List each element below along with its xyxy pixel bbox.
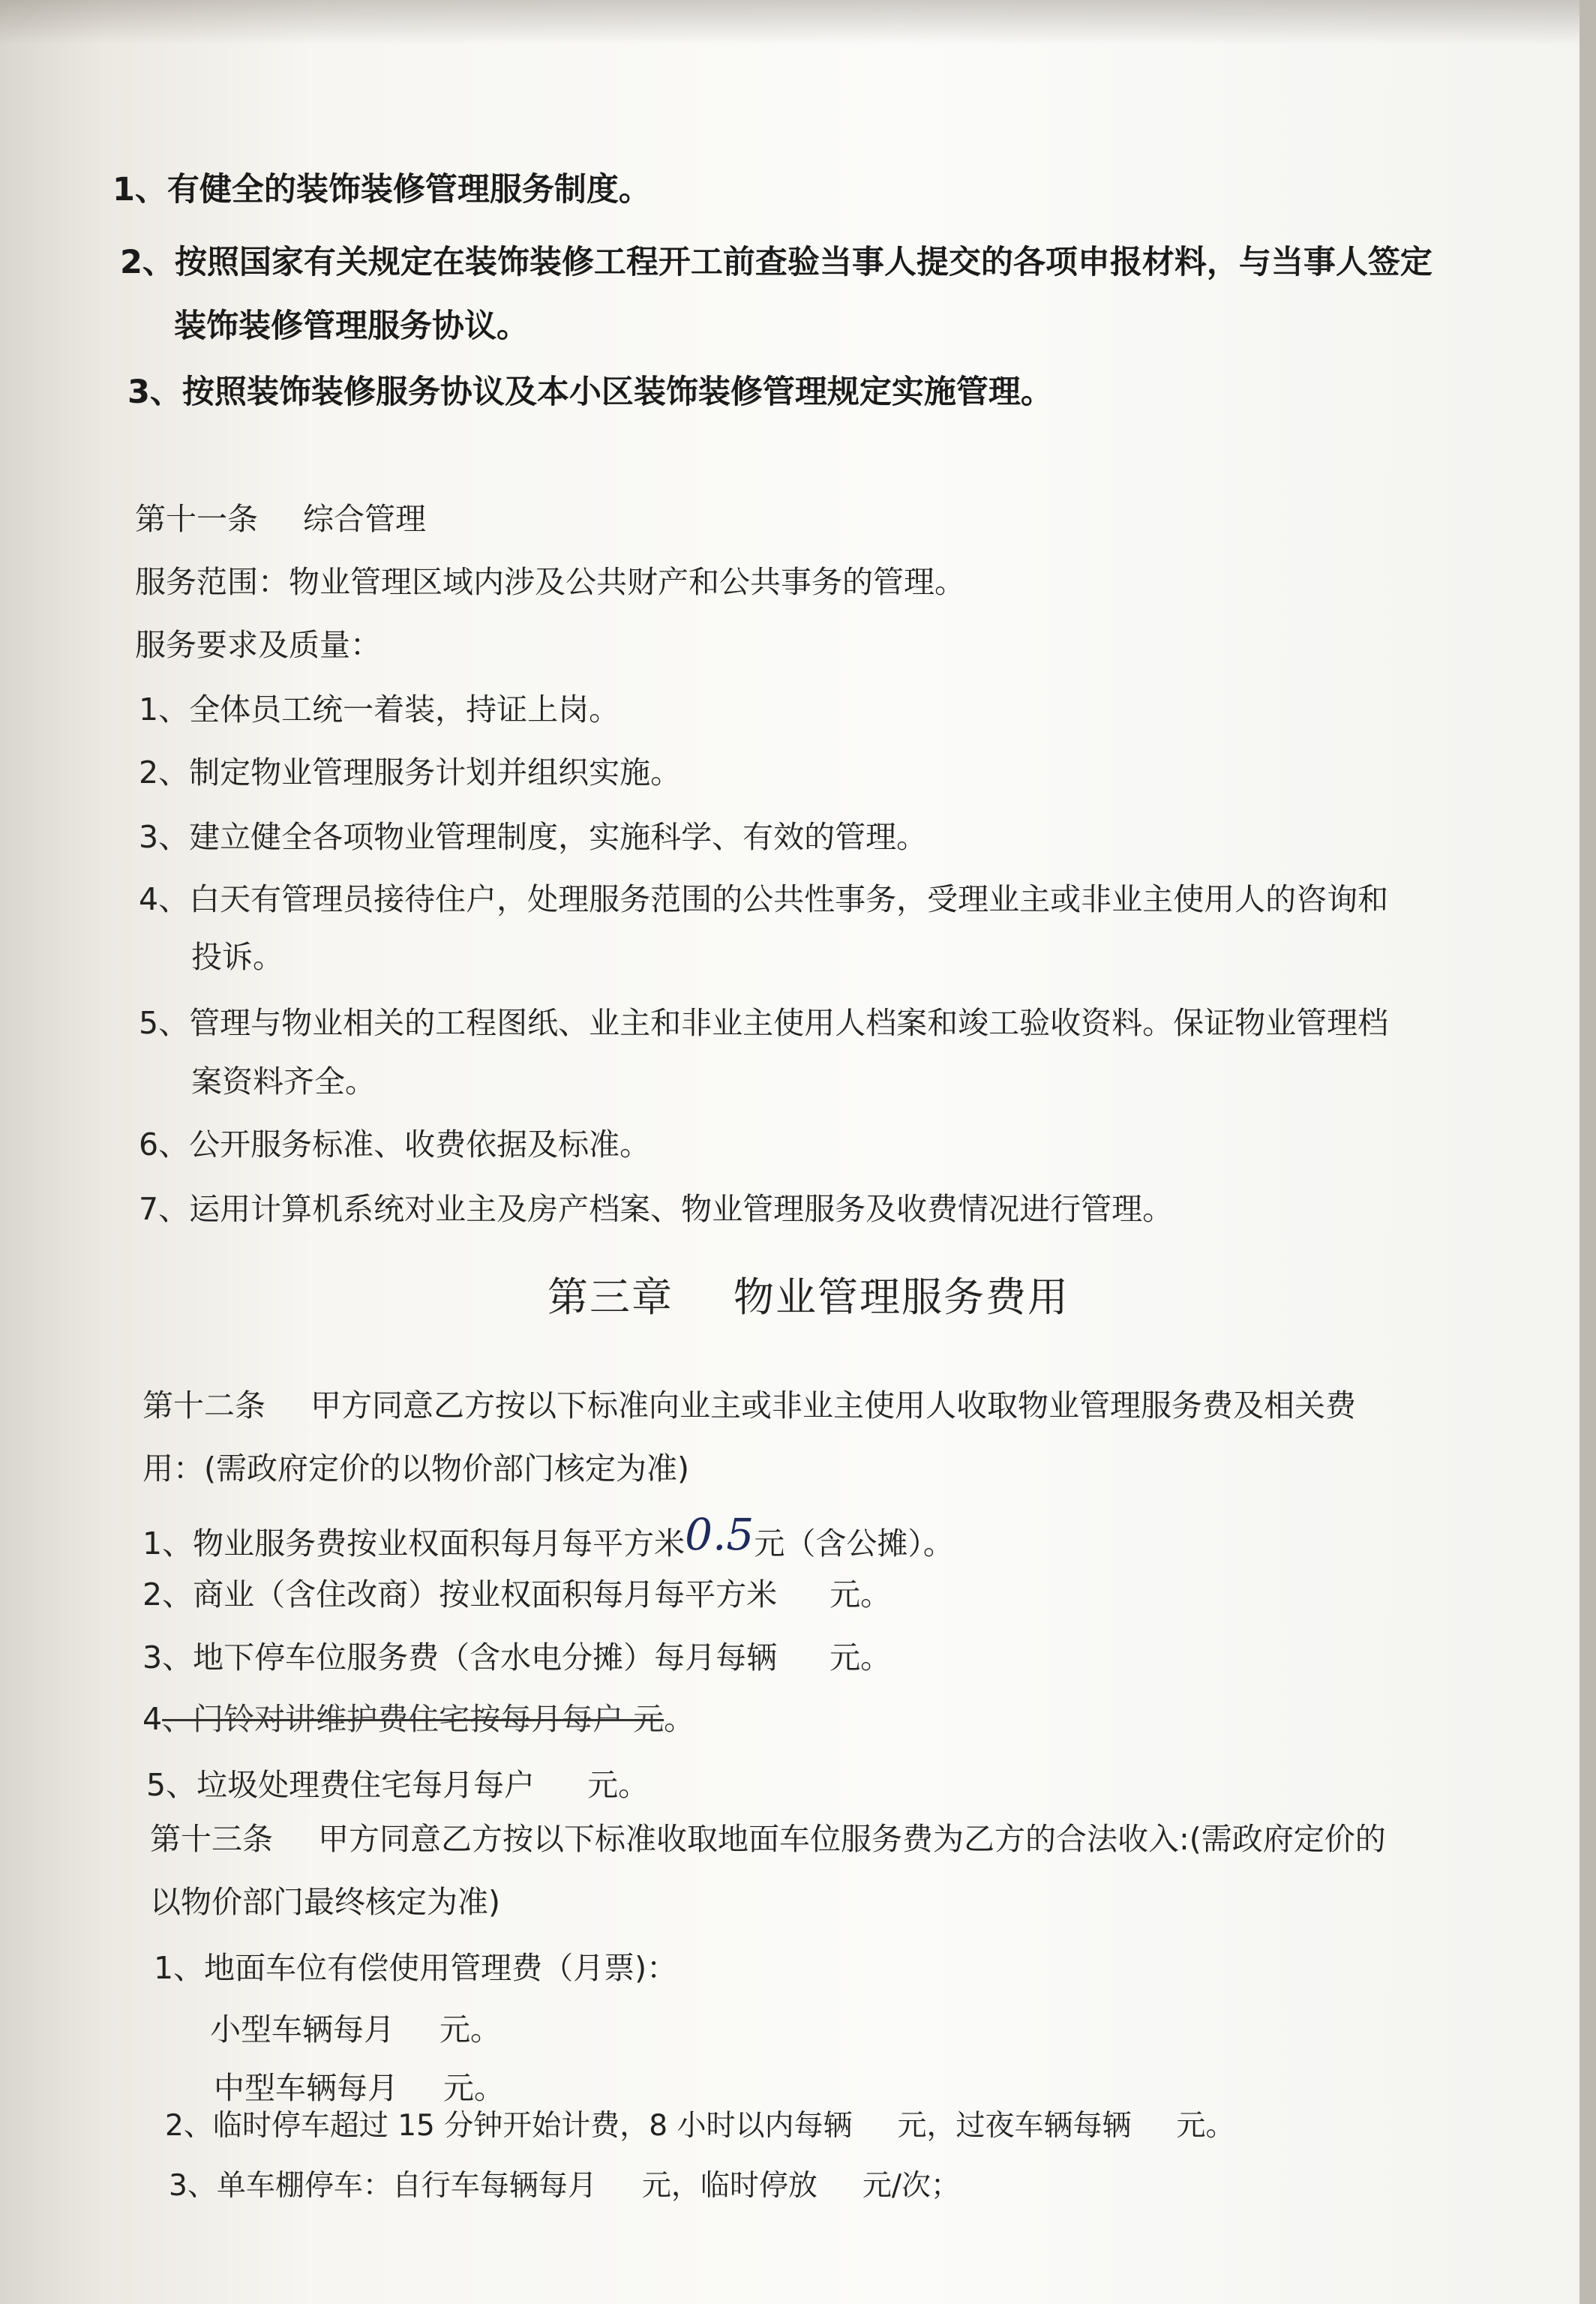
article-11-item-5-cont: 案资料齐全。 [191, 1064, 376, 1100]
article-12-line-1 [142, 1388, 1356, 1424]
article-12-line-2: 用：(需政府定价的以物价部门核定为准) [142, 1450, 689, 1486]
article-12-item-4 [142, 1701, 694, 1738]
decoration-item-2-cont: 装饰装修管理服务协议。 [174, 308, 529, 345]
article-13-line-1 [150, 1821, 1386, 1858]
small-vehicle-label: 小型车辆每月 [210, 2012, 394, 2048]
article-11-item-5: 5、管理与物业相关的工程图纸、业主和非业主使用人档案和竣工验收资料。保证物业管理档 [139, 1005, 1389, 1041]
article-12-text-1: 甲方同意乙方按以下标准向业主或非业主使用人收取物业管理服务费及相关费 [310, 1388, 1356, 1424]
article-12-item-5 [146, 1767, 649, 1804]
article-13-line-2: 以物价部门最终核定为准) [150, 1884, 500, 1920]
underground-parking-fee-unit: 元。 [830, 1640, 892, 1676]
article-12-heading: 第十二条 [142, 1388, 266, 1424]
chapter-3-heading [548, 1274, 1070, 1322]
article-11-heading: 第十一条 [135, 501, 258, 537]
article-12-item-2 [142, 1576, 891, 1613]
article-12-item-3 [142, 1640, 891, 1676]
medium-vehicle-unit: 元。 [443, 2070, 505, 2106]
article-11-requirements-label: 服务要求及质量： [135, 627, 381, 663]
overnight-parking-unit: 元。 [1176, 2109, 1235, 2143]
overnight-parking-label: 元，过夜车辆每辆 [897, 2109, 1132, 2143]
page-right-edge [1580, 0, 1596, 2304]
article-11-item-7: 7、运用计算机系统对业主及房产档案、物业管理服务及收费情况进行管理。 [139, 1191, 1174, 1227]
article-11-name: 综合管理 [303, 501, 426, 537]
garbage-fee-unit: 元。 [587, 1767, 650, 1803]
property-fee-label: 1、物业服务费按业权面积每月每平方米 [142, 1526, 686, 1562]
article-13-heading: 第十三条 [150, 1821, 273, 1857]
article-13-item-2 [165, 2109, 1234, 2144]
chapter-title: 物业管理服务费用 [734, 1274, 1070, 1321]
article-11-title [135, 501, 426, 538]
article-13-item-3 [169, 2169, 960, 2204]
article-11-scope: 服务范围：物业管理区域内涉及公共财产和公共事务的管理。 [135, 564, 965, 600]
article-13-item-1: 1、地面车位有偿使用管理费（月票)： [154, 1950, 678, 1986]
article-11-item-4-cont: 投诉。 [191, 939, 284, 975]
medium-vehicle-fee [214, 2070, 505, 2107]
article-11-item-1: 1、全体员工统一着装，持证上岗。 [139, 692, 620, 728]
commercial-fee-label: 2、商业（含住改商）按业权面积每月每平方米 [142, 1576, 778, 1612]
decoration-item-3: 3、按照装饰装修服务协议及本小区装饰装修管理规定实施管理。 [128, 374, 1053, 411]
property-fee-unit: 元（含公摊）。 [754, 1526, 954, 1562]
doorbell-item-number: 4 [142, 1701, 163, 1737]
article-12-item-1 [142, 1509, 954, 1566]
commercial-fee-unit: 元。 [830, 1576, 892, 1612]
doorbell-item-end: 。 [664, 1701, 695, 1737]
chapter-number: 第三章 [548, 1274, 674, 1321]
small-vehicle-fee [210, 2012, 501, 2048]
article-11-item-3: 3、建立健全各项物业管理制度，实施科学、有效的管理。 [139, 819, 928, 855]
decoration-item-1: 1、有健全的装饰装修管理服务制度。 [112, 171, 651, 208]
article-11-item-4: 4、白天有管理员接待住户，处理服务范围的公共性事务，受理业主或非业主使用人的咨询和 [139, 881, 1389, 917]
doorbell-fee-struck-text: 、门铃对讲维护费住宅按每月每户 元 [162, 1701, 664, 1737]
article-13-text-1: 甲方同意乙方按以下标准收取地面车位服务费为乙方的合法收入:(需政府定价的 [318, 1821, 1386, 1857]
decoration-item-2: 2、按照国家有关规定在装饰装修工程开工前查验当事人提交的各项申报材料，与当事人签定 [120, 244, 1432, 281]
small-vehicle-unit: 元。 [440, 2012, 501, 2048]
property-fee-handwritten-value: 0.5 [685, 1509, 754, 1560]
bicycle-temporary-label: 元，临时停放 [641, 2169, 818, 2203]
bicycle-monthly-label: 3、单车棚停车：自行车每辆每月 [169, 2169, 597, 2203]
article-11-item-6: 6、公开服务标准、收费依据及标准。 [139, 1126, 651, 1162]
temporary-parking-label: 2、临时停车超过 15 分钟开始计费，8 小时以内每辆 [165, 2109, 853, 2143]
medium-vehicle-label: 中型车辆每月 [214, 2070, 398, 2106]
article-11-item-2: 2、制定物业管理服务计划并组织实施。 [139, 754, 682, 790]
underground-parking-fee-label: 3、地下停车位服务费（含水电分摊）每月每辆 [142, 1640, 778, 1676]
garbage-fee-label: 5、垃圾处理费住宅每月每户 [146, 1767, 536, 1803]
bicycle-temporary-unit: 元/次； [862, 2169, 960, 2203]
page-top-shadow [0, 0, 1596, 45]
